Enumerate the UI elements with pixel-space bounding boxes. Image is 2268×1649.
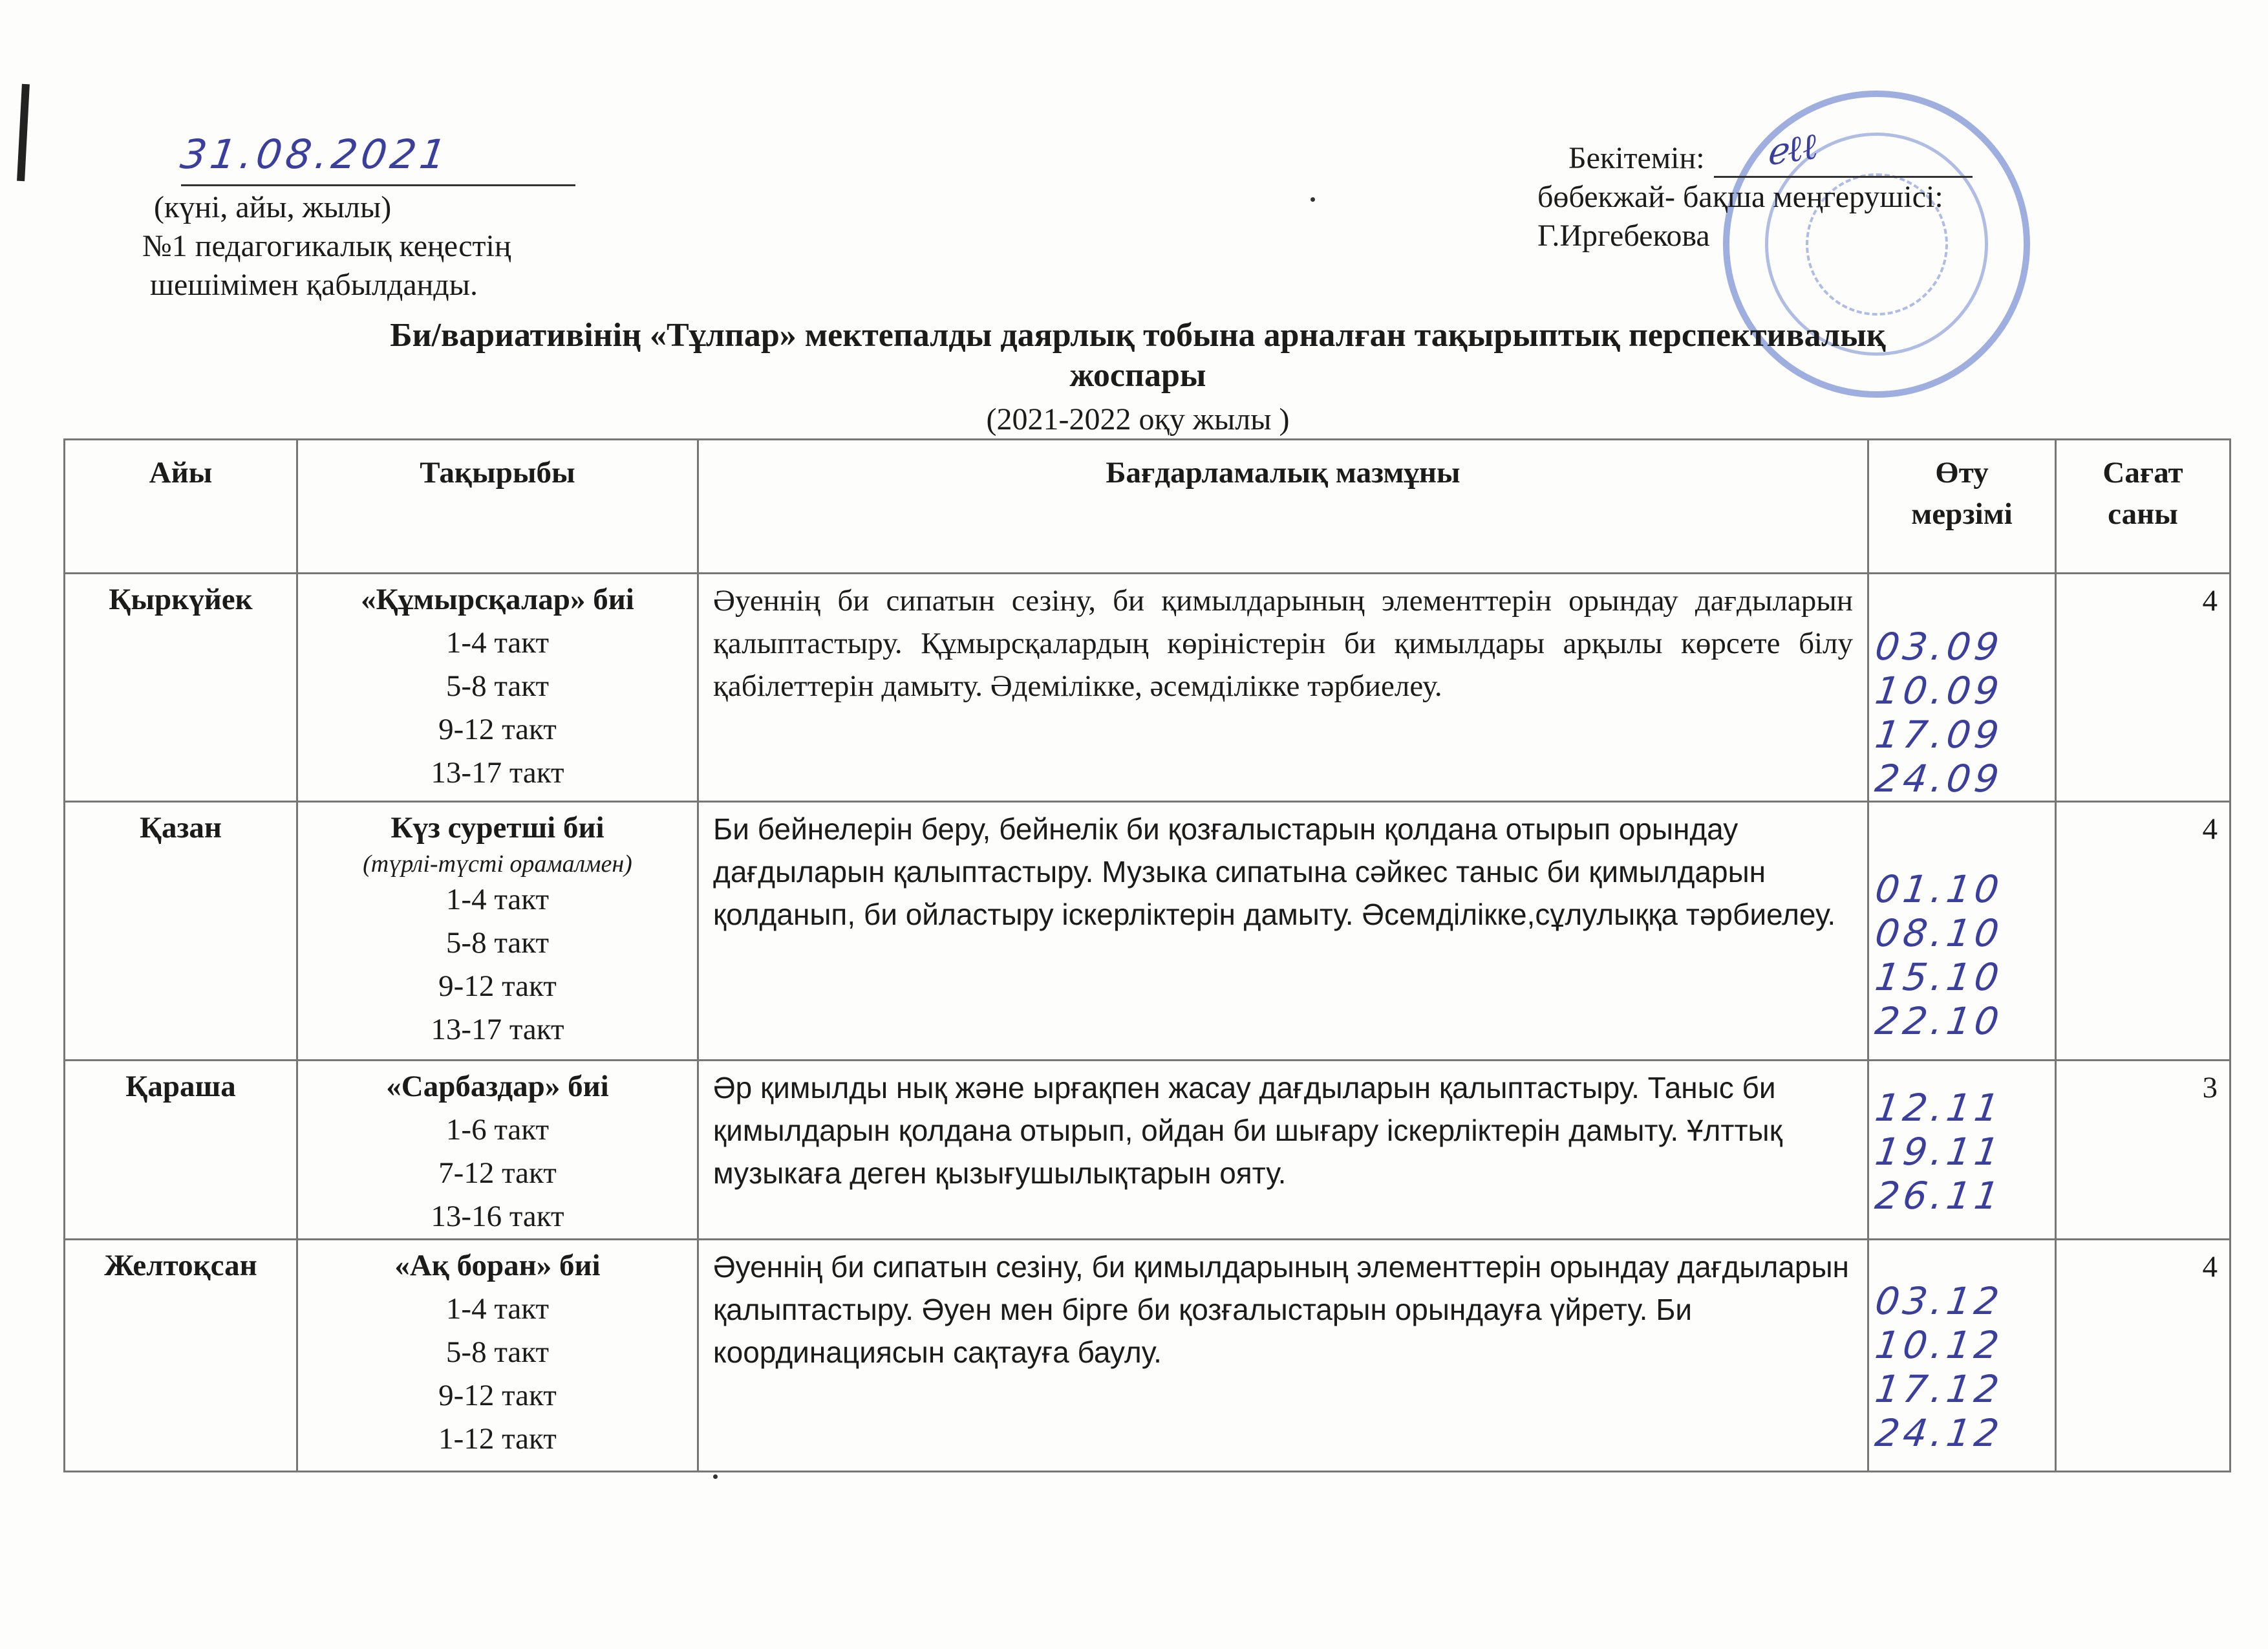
- dates-cell: [1868, 802, 2056, 1061]
- hours-cell: 4: [2056, 802, 2231, 1061]
- table-row: [65, 574, 2231, 802]
- topic-item: 1-12 такт: [438, 1422, 557, 1456]
- topic-cell: [297, 574, 698, 802]
- handwritten-date: 03.09: [1872, 625, 2006, 669]
- topic-item: 13-16 такт: [431, 1200, 564, 1233]
- council-line2: шешімімен қабылданды.: [150, 268, 478, 302]
- signature-icon: ℯℓℓ: [1762, 125, 1820, 175]
- topic-title: «Ақ боран» биі: [394, 1249, 601, 1282]
- content-cell: Би бейнелерін беру, бейнелік би қозғалыстарын қолдана отырып орындау дағдыларын қалыптастыру. Музыка сипатына сәйкес таныс би қимылдарын қолданып, би ойластыру іскерліктерін дамыту. Әсемділікке,сұлулыққа тәрбиелеу.: [698, 802, 1868, 1061]
- header-period: [1868, 440, 2056, 574]
- title-line2: жоспары: [1069, 357, 1206, 394]
- head-position: бөбекжай- бақша меңгерушісі:: [1537, 180, 1943, 214]
- handwritten-date: 22.10: [1872, 999, 2006, 1043]
- content-cell: Әуеннің би сипатын сезіну, би қимылдарының элементтерін орындау дағдыларын қалыптастыру. Құмырсқалардың көріністерін би қимылдары арқылы көрсете білу қабілеттерін дамыту. Әдемілікке, әсемділікке тәрбиелеу.: [698, 574, 1868, 802]
- hours-cell: 4: [2056, 1240, 2231, 1472]
- council-line1: №1 педагогикалық кеңестің: [142, 229, 511, 263]
- adoption-block: [142, 131, 595, 305]
- date-field: [142, 131, 595, 188]
- academic-year: (2021-2022 оқу жылы ): [986, 402, 1290, 436]
- handwritten-date: 03.12: [1872, 1279, 2006, 1323]
- dates-cell: [1868, 1061, 2056, 1240]
- topic-cell: [297, 802, 698, 1061]
- header-period-line2: мерзімі: [1911, 497, 2013, 531]
- scan-dot: [1311, 197, 1315, 202]
- date-underline: [181, 184, 575, 186]
- header-period-line1: Өту: [1935, 456, 1989, 490]
- handwritten-date: 24.09: [1872, 757, 2006, 801]
- handwritten-date: 15.10: [1872, 955, 2006, 999]
- topic-title: «Сарбаздар» биі: [386, 1070, 609, 1103]
- approve-label: Бекітемін:: [1568, 141, 1705, 175]
- topic-item: 7-12 такт: [438, 1156, 557, 1190]
- header-month: Айы: [65, 440, 297, 574]
- dates-cell: [1868, 574, 2056, 802]
- hours-cell: 4: [2056, 574, 2231, 802]
- table-header-row: [65, 440, 2231, 574]
- topic-item: 13-17 такт: [431, 1013, 564, 1046]
- signature-line: [1714, 125, 1973, 178]
- topic-item: 13-17 такт: [431, 756, 564, 790]
- topic-item: 5-8 такт: [445, 926, 550, 960]
- plan-table: [63, 438, 2231, 1472]
- header-hours-line2: саны: [2108, 497, 2178, 531]
- title-line1: Би/вариативінің «Тұлпар» мектепалды даярлық тобына арналған тақырыптық перспективалық: [390, 317, 1886, 354]
- month-cell: Қазан: [65, 802, 297, 1061]
- document-title: [207, 316, 2069, 396]
- handwritten-date: 17.12: [1872, 1367, 2006, 1411]
- header-content: Бағдарламалық мазмұны: [698, 440, 1868, 574]
- topic-title: «Құмырсқалар» биі: [361, 583, 634, 616]
- approve-line: [1537, 125, 1973, 178]
- topic-item: 5-8 такт: [445, 669, 550, 703]
- header-hours-line1: Сағат: [2102, 456, 2183, 490]
- approval-block: [1537, 125, 1973, 255]
- scan-dot: [713, 1474, 718, 1479]
- handwritten-date: 12.11: [1872, 1086, 2006, 1130]
- head-name: Г.Иргебекова: [1537, 219, 1710, 253]
- topic-cell: [297, 1240, 698, 1472]
- header-topic: Тақырыбы: [297, 440, 698, 574]
- topic-item: 1-6 такт: [445, 1113, 550, 1147]
- table-row: [65, 1061, 2231, 1240]
- topic-item: 1-4 такт: [445, 626, 550, 660]
- topic-item: 5-8 такт: [445, 1335, 550, 1369]
- date-caption: (күні, айы, жылы): [154, 190, 392, 224]
- handwritten-date: 10.09: [1872, 669, 2006, 713]
- handwritten-date: 08.10: [1872, 911, 2006, 955]
- handwritten-date: 10.12: [1872, 1323, 2006, 1367]
- topic-item: 1-4 такт: [445, 883, 550, 916]
- handwritten-date: 31.08.2021: [177, 131, 453, 178]
- topic-item: 9-12 такт: [438, 969, 557, 1003]
- month-cell: Қыркүйек: [65, 574, 297, 802]
- handwritten-date: 01.10: [1872, 867, 2006, 911]
- handwritten-date: 19.11: [1872, 1130, 2006, 1174]
- hours-cell: 3: [2056, 1061, 2231, 1240]
- month-cell: Қараша: [65, 1061, 297, 1240]
- topic-item: 9-12 такт: [438, 1379, 557, 1412]
- handwritten-date: 26.11: [1872, 1174, 2006, 1218]
- handwritten-date: 17.09: [1872, 713, 2006, 757]
- content-cell: Әуеннің би сипатын сезіну, би қимылдарының элементтерін орындау дағдыларын қалыптастыру. Әуен мен бірге би қозғалыстарын орындауға үйрету. Би координациясын сақтауға баулу.: [698, 1240, 1868, 1472]
- table-row: [65, 802, 2231, 1061]
- dates-cell: [1868, 1240, 2056, 1472]
- header-hours: [2056, 440, 2231, 574]
- topic-item: 1-4 такт: [445, 1292, 550, 1326]
- topic-item: 9-12 такт: [438, 713, 557, 746]
- topic-note: (түрлі-түсті орамалмен): [363, 850, 632, 878]
- table-row: [65, 1240, 2231, 1472]
- content-cell: Әр қимылды нық және ырғақпен жасау дағдыларын қалыптастыру. Таныс би қимылдарын қолдана отырып, ойдан би шығару іскерліктерін дамыту. Ұлттық музыкаға деген қызығушылықтарын ояту.: [698, 1061, 1868, 1240]
- handwritten-date: 24.12: [1872, 1411, 2006, 1455]
- topic-title: Күз суретші биі: [390, 811, 604, 845]
- topic-cell: [297, 1061, 698, 1240]
- month-cell: Желтоқсан: [65, 1240, 297, 1472]
- scan-edge-mark: [17, 84, 30, 181]
